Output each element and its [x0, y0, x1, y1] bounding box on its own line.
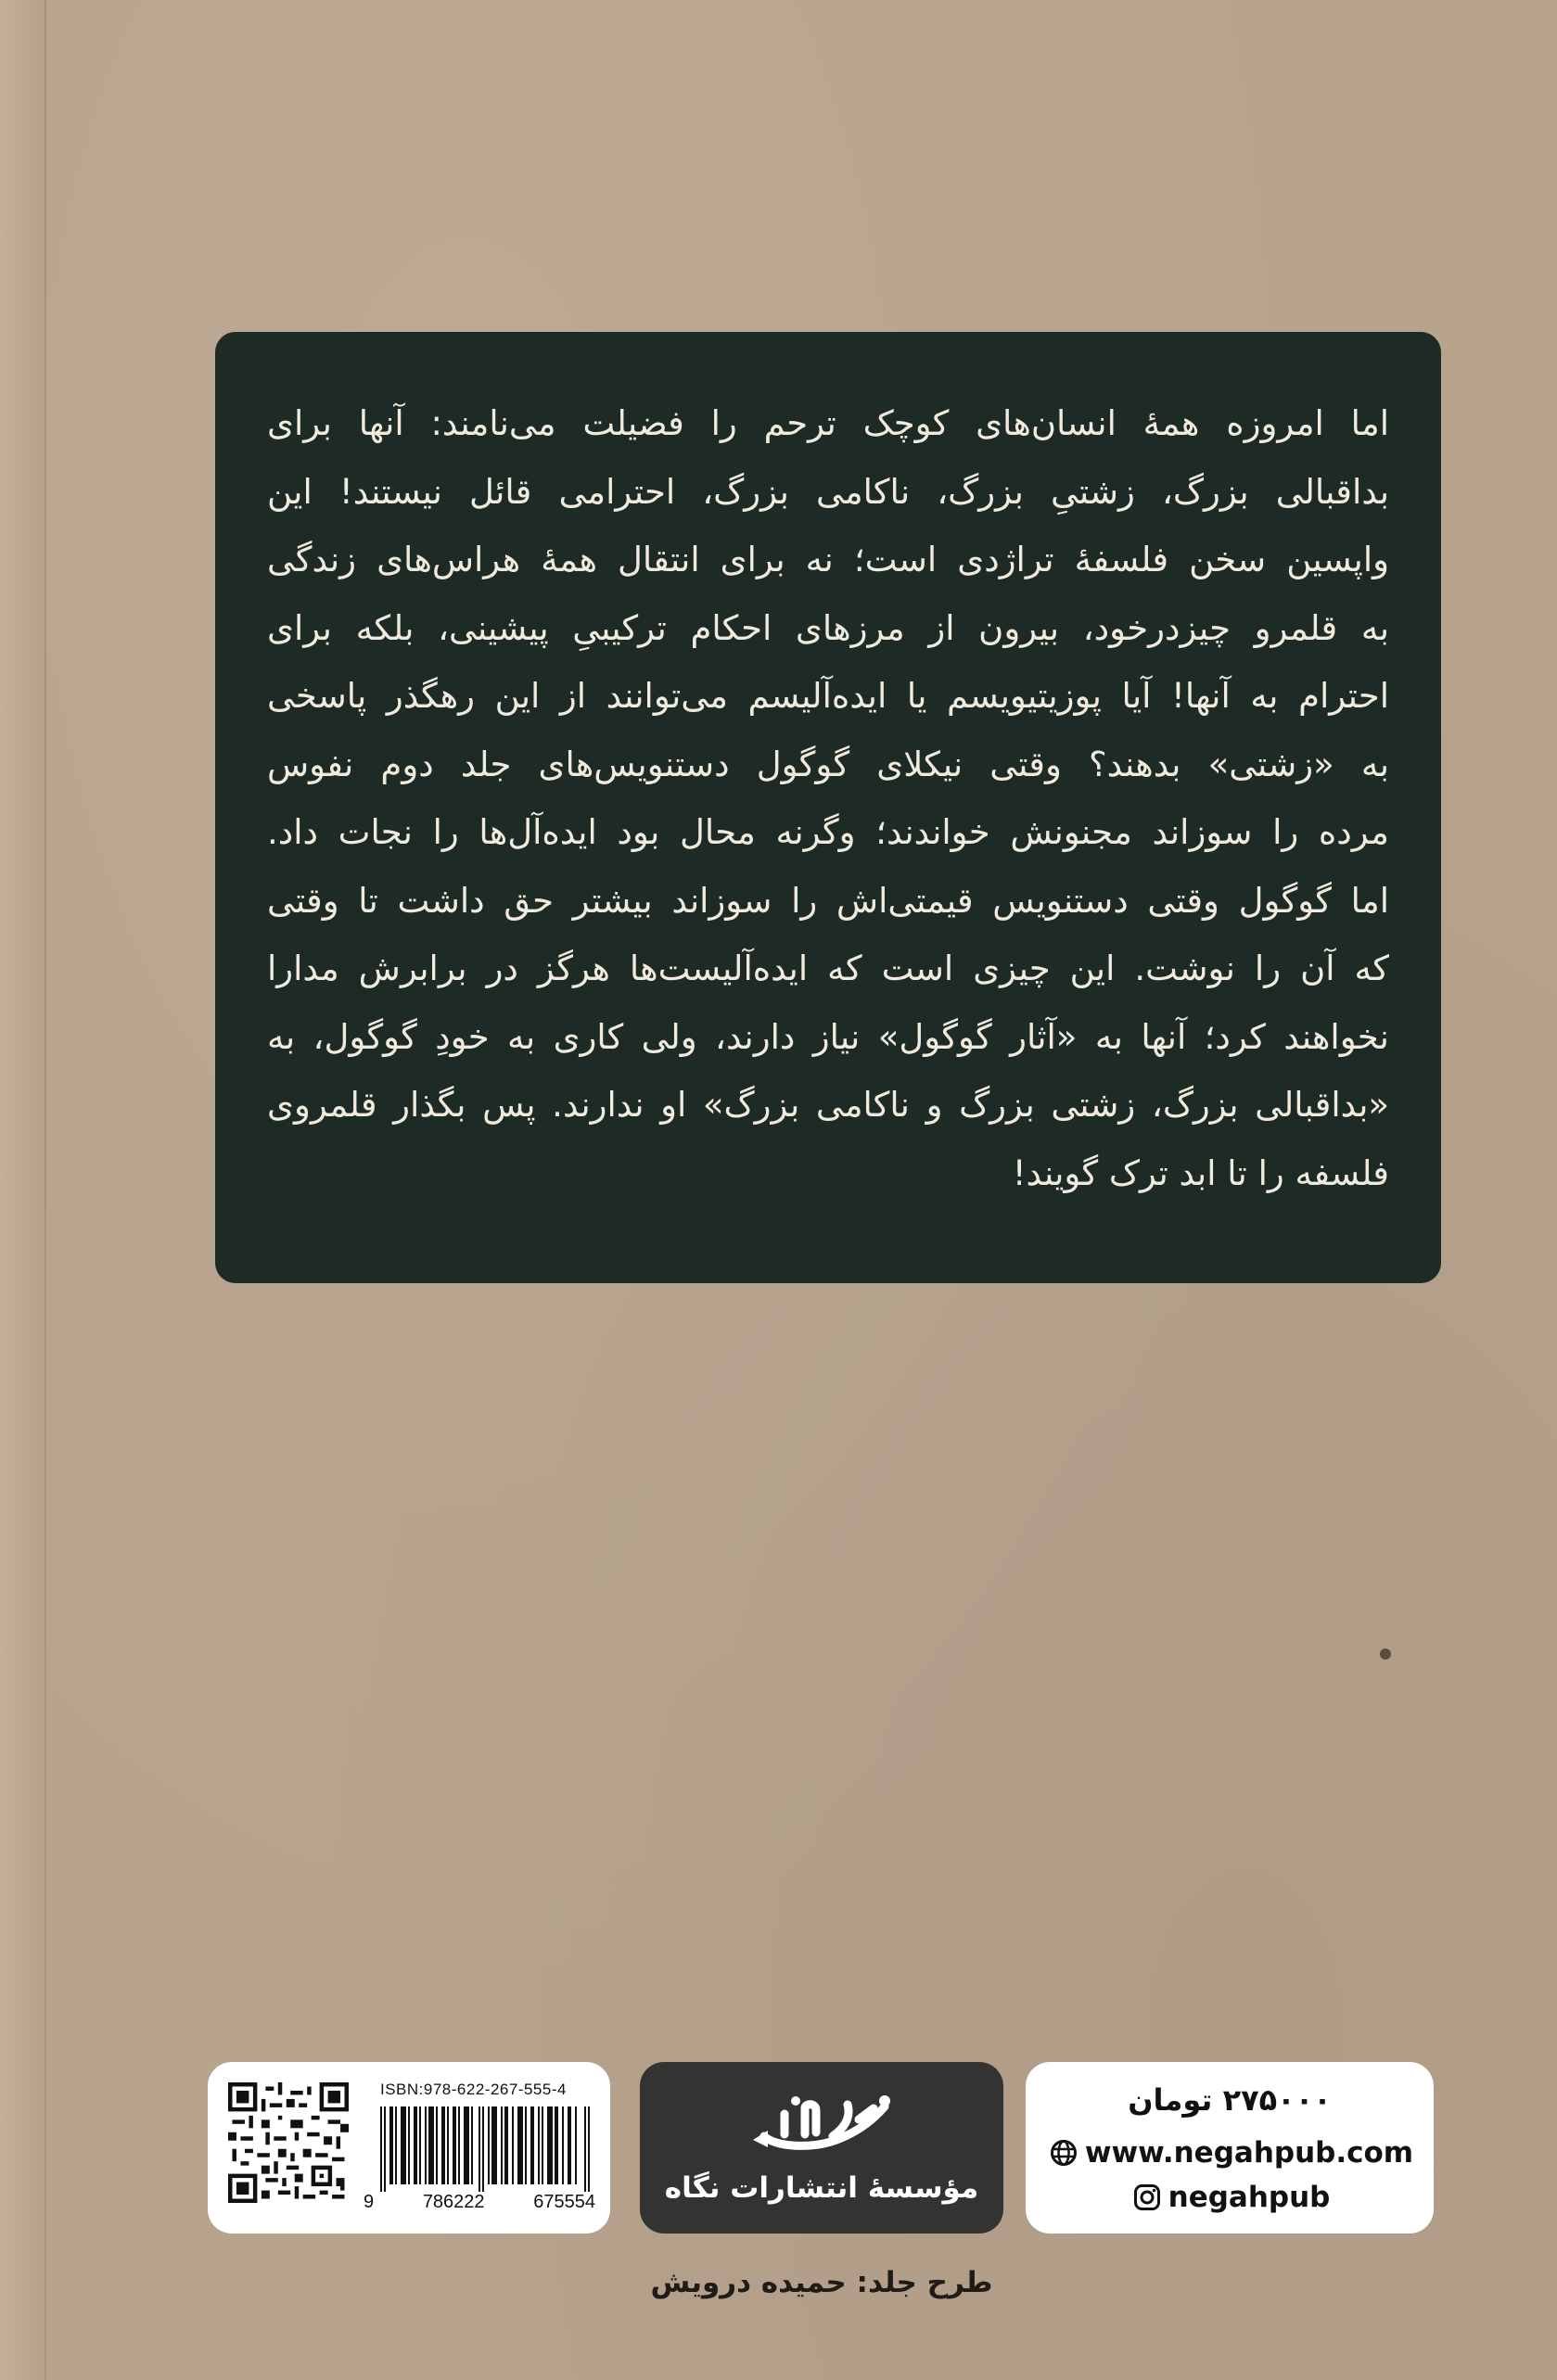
publisher-logo-box	[640, 2062, 1003, 2234]
instagram-icon	[1133, 2183, 1161, 2211]
blurb-line: «بداقبالی بزرگ، زشتی بزرگ و ناکامی بزرگ» او ندارند. پس بگذار قلمروی	[267, 1085, 1389, 1125]
blurb-line: واپسین سخن فلسفهٔ تراژدی است؛ نه برای انتقال همهٔ هراس‌های زندگی	[267, 540, 1389, 579]
barcode-digit-group: 786222	[422, 2192, 485, 2212]
barcode-digit-group: 9	[364, 2192, 375, 2212]
isbn-label: ISBN:978-622-267-555-4	[380, 2081, 567, 2098]
instagram-handle[interactable]: negahpub	[1168, 2181, 1331, 2214]
instagram-row[interactable]	[1039, 2181, 1424, 2214]
website-row[interactable]	[1039, 2136, 1424, 2170]
isbn-barcode-box	[208, 2062, 610, 2234]
barcode-digits	[364, 2192, 595, 2213]
publisher-name: مؤسسهٔ انتشارات نگاه	[664, 2171, 979, 2205]
price-label: ۲۷۵۰۰۰ تومان	[1128, 2082, 1332, 2118]
barcode-icon	[380, 2106, 590, 2192]
blurb-line: اما گوگول وقتی دستنویس قیمتی‌اش را سوزاند بیشتر حق داشت تا وقتی	[267, 880, 1389, 921]
barcode-digit-group: 675554	[533, 2192, 595, 2212]
blurb-line: مرده را سوزاند مجنونش خواندند؛ وگرنه محال بود ایده‌آل‌ها را نجات داد.	[267, 812, 1389, 852]
spine-edge	[0, 0, 46, 2380]
blurb-line: اما امروزه همهٔ انسان‌های کوچک ترحم را فضیلت می‌نامند: آنها برای	[267, 403, 1389, 443]
blurb-line: بداقبالی بزرگ، زشتیِ بزرگ، ناکامی بزرگ، احترامی قائل نیستند! این	[267, 471, 1389, 512]
cover-designer-credit: طرح جلد: حمیده درویش	[650, 2266, 993, 2299]
blurb-line: به قلمرو چیزدرخود، بیرون از مرزهای احکام ترکیبیِ پیشینی، بلکه برای	[267, 607, 1389, 648]
qr-code-icon[interactable]	[228, 2082, 349, 2203]
price-contact-box	[1026, 2062, 1434, 2234]
website-link[interactable]: www.negahpub.com	[1084, 2136, 1414, 2170]
blurb-line: احترام به آنها! آیا پوزیتیویسم یا ایده‌آلیسم می‌توانند از این رهگذر پاسخی	[267, 676, 1389, 716]
blurb-line: نخواهند کرد؛ آنها به «آثار گوگول» نیاز دارند، ولی کاری به خودِ گوگول، به	[267, 1016, 1389, 1057]
blurb-line: به «زشتی» بدهند؟ وقتی نیکلای گوگول دستنویس‌های جلد دوم نفوس	[267, 744, 1389, 784]
negah-logo-icon	[747, 2082, 896, 2166]
blurb-line: که آن را نوشت. این چیزی است که ایده‌آلیست‌ها هرگز در برابرش مدارا	[267, 948, 1389, 988]
blurb-line: فلسفه را تا ابد ترک گویند!	[1012, 1152, 1389, 1193]
blurb-panel	[215, 332, 1441, 1283]
print-speck	[1380, 1648, 1391, 1660]
globe-icon	[1050, 2139, 1078, 2167]
